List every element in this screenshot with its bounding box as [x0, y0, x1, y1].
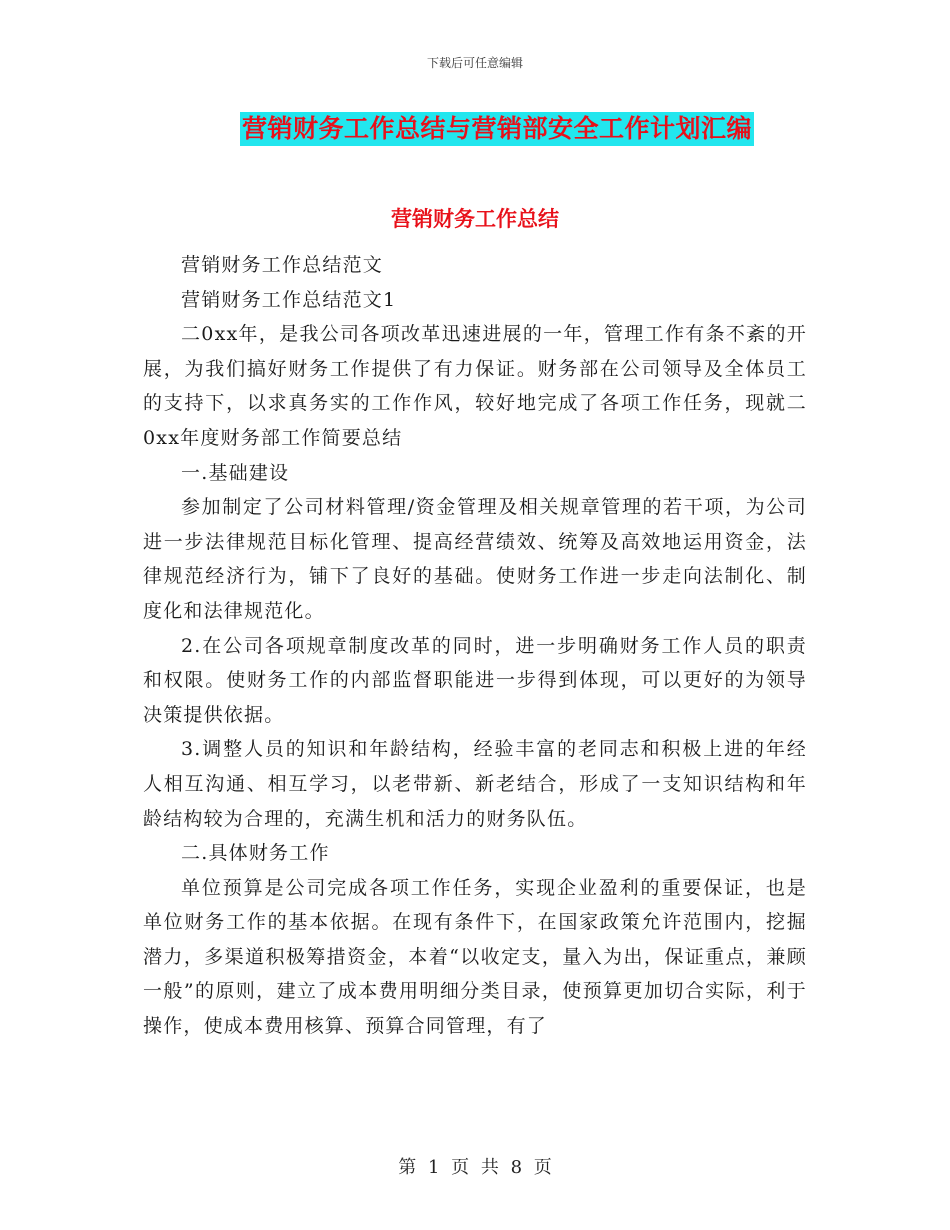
section-title: 营销财务工作总结 — [391, 206, 559, 231]
main-title: 营销财务工作总结与营销部安全工作计划汇编 — [240, 112, 754, 146]
paragraph: 营销财务工作总结范文1 — [181, 288, 397, 311]
header-note: 下载后可任意编辑 — [426, 56, 523, 70]
paragraph: 参加制定了公司材料管理/资金管理及相关规章管理的若干项，为公司进一步法律规范目标化管理、提高经营绩效、统筹及高效地运用资金，法律规范经济行为，铺下了良好的基础。使财务工作进一步走向法制化、制度化和法律规范化。 — [143, 496, 807, 622]
page-footer: 第 1 页 共 8 页 — [398, 1157, 552, 1178]
paragraph: 2.在公司各项规章制度改革的同时，进一步明确财务工作人员的职责和权限。使财务工作的内部监督职能进一步得到体现，可以更好的为领导决策提供依据。 — [143, 634, 807, 726]
paragraph: 单位预算是公司完成各项工作任务，实现企业盈利的重要保证，也是单位财务工作的基本依据。在现有条件下，在国家政策允许范围内，挖掘潜力，多渠道积极筹措资金，本着“以收定支，量入为出，保证重点，兼顾一般”的原则，建立了成本费用明细分类目录，使预算更加切合实际，利于操作，使成本费用核算、预算合同管理，有了 — [143, 876, 807, 1038]
paragraph: 二0xx年，是我公司各项改革迅速进展的一年，管理工作有条不紊的开展，为我们搞好财务工作提供了有力保证。财务部在公司领导及全体员工的支持下，以求真务实的工作作风，较好地完成了各项工作任务，现就二0xx年度财务部工作简要总结 — [143, 323, 807, 449]
main-title-container — [0, 112, 950, 146]
paragraph: 3.调整人员的知识和年龄结构，经验丰富的老同志和积极上进的年经人相互沟通、相互学习，以老带新、新老结合，形成了一支知识结构和年龄结构较为合理的，充满生机和活力的财务队伍。 — [143, 738, 807, 830]
paragraph: 营销财务工作总结范文 — [181, 254, 384, 276]
paragraph: 二.具体财务工作 — [181, 842, 330, 865]
body-text — [143, 248, 807, 1044]
paragraph: 一.基础建设 — [181, 461, 290, 484]
